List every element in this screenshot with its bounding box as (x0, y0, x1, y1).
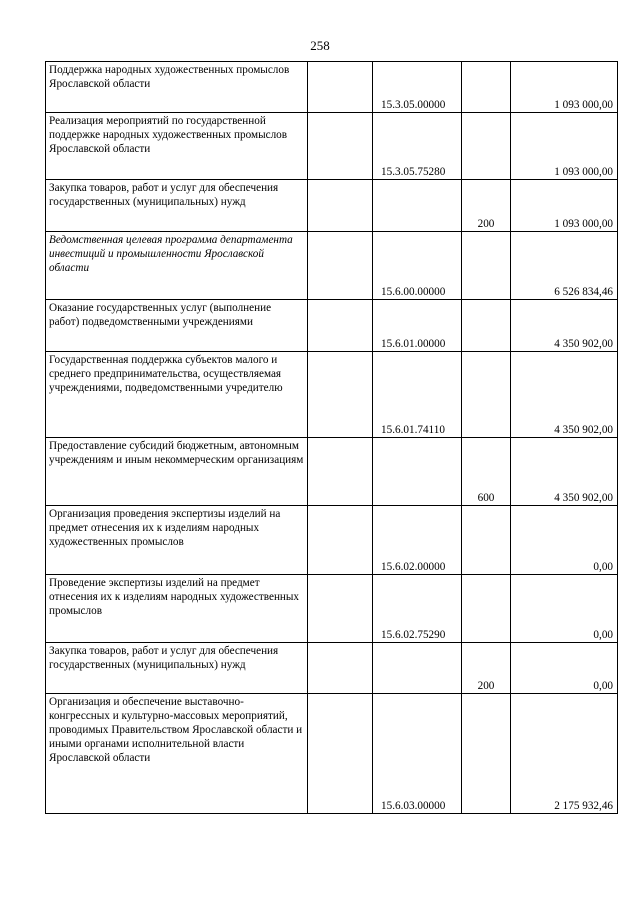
row-vr: 200 (462, 643, 511, 694)
row-code: 15.6.00.00000 (373, 232, 462, 300)
row-vr (462, 113, 511, 180)
row-code: 15.6.02.75290 (373, 575, 462, 643)
row-vr (462, 62, 511, 113)
row-name: Организация и обеспечение выставочно-конгрессных и культурно-массовых мероприятий, проводимых Правительством Ярославской области и иными органами исполнительной власти Ярославской области (46, 694, 308, 814)
table-row (46, 694, 618, 814)
row-name: Закупка товаров, работ и услуг для обеспечения государственных (муниципальных) нужд (46, 643, 308, 694)
row-code: 15.6.01.74110 (373, 352, 462, 438)
table-row (46, 643, 618, 694)
row-vr (462, 352, 511, 438)
budget-table (45, 61, 618, 814)
row-vr (462, 232, 511, 300)
row-sum: 1 093 000,00 (511, 113, 618, 180)
row-code: 15.6.01.00000 (373, 300, 462, 352)
row-empty-cell (308, 352, 373, 438)
row-name: Ведомственная целевая программа департамента инвестиций и промышленности Ярославской области (46, 232, 308, 300)
row-empty-cell (308, 575, 373, 643)
row-empty-cell (308, 113, 373, 180)
table-row (46, 438, 618, 506)
row-empty-cell (308, 643, 373, 694)
row-vr: 200 (462, 180, 511, 232)
table-row (46, 62, 618, 113)
row-name: Предоставление субсидий бюджетным, автономным учреждениям и иным некоммерческим организациям (46, 438, 308, 506)
table-row (46, 352, 618, 438)
row-vr (462, 506, 511, 575)
table-row (46, 506, 618, 575)
row-code (373, 438, 462, 506)
row-sum: 4 350 902,00 (511, 352, 618, 438)
row-code: 15.6.03.00000 (373, 694, 462, 814)
table-row (46, 232, 618, 300)
row-empty-cell (308, 180, 373, 232)
page-number: 258 (310, 38, 330, 53)
table-row (46, 300, 618, 352)
row-code: 15.3.05.00000 (373, 62, 462, 113)
row-sum: 0,00 (511, 506, 618, 575)
row-vr (462, 300, 511, 352)
row-sum: 6 526 834,46 (511, 232, 618, 300)
row-vr: 600 (462, 438, 511, 506)
row-empty-cell (308, 506, 373, 575)
row-name: Организация проведения экспертизы изделий на предмет отнесения их к изделиям народных художественных промыслов (46, 506, 308, 575)
row-vr (462, 694, 511, 814)
row-sum: 4 350 902,00 (511, 438, 618, 506)
row-vr (462, 575, 511, 643)
row-sum: 0,00 (511, 575, 618, 643)
row-empty-cell (308, 438, 373, 506)
table-row (46, 113, 618, 180)
row-sum: 1 093 000,00 (511, 180, 618, 232)
row-code (373, 643, 462, 694)
row-name: Поддержка народных художественных промыслов Ярославской области (46, 62, 308, 113)
row-name: Оказание государственных услуг (выполнение работ) подведомственными учреждениями (46, 300, 308, 352)
row-code: 15.6.02.00000 (373, 506, 462, 575)
row-code: 15.3.05.75280 (373, 113, 462, 180)
row-name: Государственная поддержка субъектов малого и среднего предпринимательства, осуществляемая учреждениями, подведомственными учредителю (46, 352, 308, 438)
row-empty-cell (308, 694, 373, 814)
row-empty-cell (308, 300, 373, 352)
row-empty-cell (308, 62, 373, 113)
row-sum: 2 175 932,46 (511, 694, 618, 814)
row-name: Проведение экспертизы изделий на предмет отнесения их к изделиям народных художественных промыслов (46, 575, 308, 643)
row-sum: 1 093 000,00 (511, 62, 618, 113)
row-name: Закупка товаров, работ и услуг для обеспечения государственных (муниципальных) нужд (46, 180, 308, 232)
row-sum: 4 350 902,00 (511, 300, 618, 352)
table-row (46, 180, 618, 232)
table-row (46, 575, 618, 643)
row-sum: 0,00 (511, 643, 618, 694)
row-empty-cell (308, 232, 373, 300)
row-name: Реализация мероприятий по государственной поддержке народных художественных промыслов Ярославской области (46, 113, 308, 180)
row-code (373, 180, 462, 232)
